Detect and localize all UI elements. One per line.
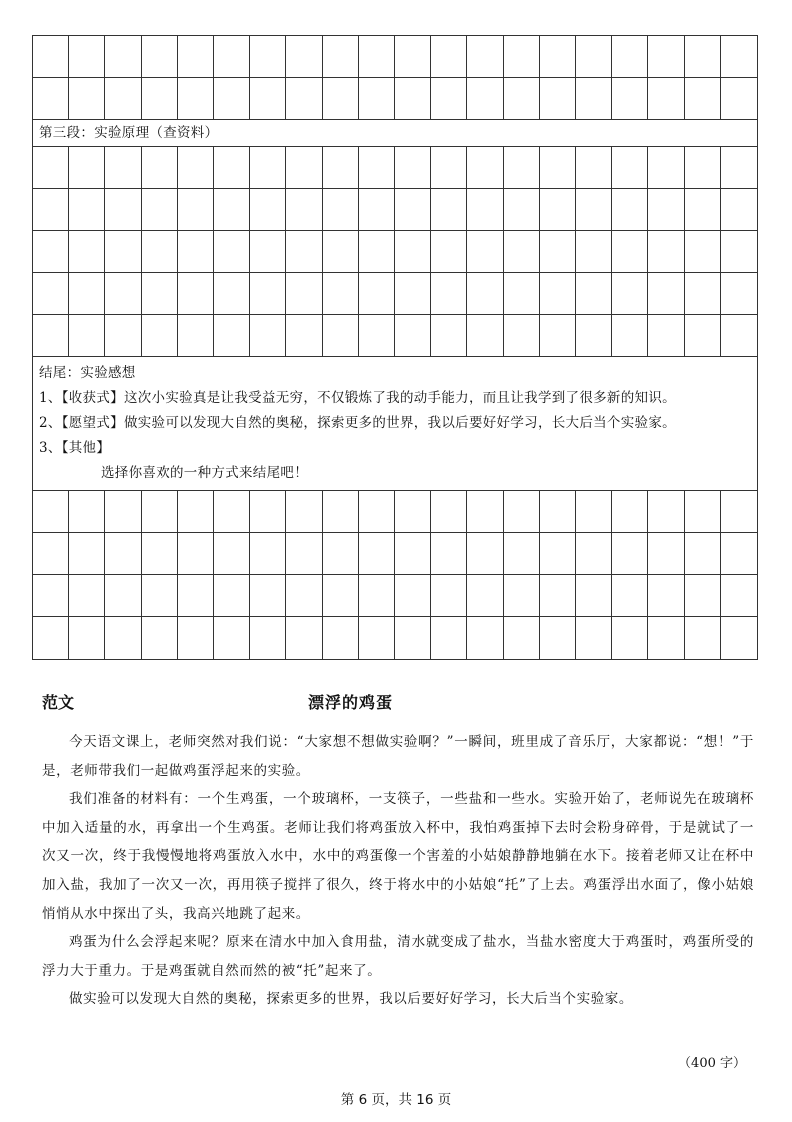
grid-cell: [648, 78, 684, 120]
grid-cell: [359, 78, 395, 120]
grid-cell: [178, 231, 214, 273]
grid-cell: [359, 36, 395, 78]
grid-cell: [286, 78, 322, 120]
grid-cell: [612, 617, 648, 659]
grid-cell: [540, 189, 576, 231]
grid-cell: [323, 315, 359, 357]
essay-title: 漂浮的鸡蛋: [308, 693, 394, 712]
grid-cell: [214, 147, 250, 189]
grid-cell: [504, 189, 540, 231]
grid-cell: [685, 78, 721, 120]
grid-cell: [395, 315, 431, 357]
grid-cell: [286, 575, 322, 617]
grid-cell: [721, 575, 757, 617]
grid-cell: [69, 575, 105, 617]
grid-cell: [214, 189, 250, 231]
grid-cell: [33, 273, 69, 315]
grid-cell: [214, 36, 250, 78]
grid-cell: [214, 491, 250, 533]
grid-cell: [105, 575, 141, 617]
grid-cell: [576, 231, 612, 273]
grid-cell: [142, 575, 178, 617]
essay-paragraph-1: 今天语文课上，老师突然对我们说：“大家想不想做实验啊？”一瞬间，班里成了音乐厅，大家都说：“想！”于是，老师带我们一起做鸡蛋浮起来的实验。: [42, 734, 754, 779]
grid-cell: [467, 273, 503, 315]
grid-cell: [178, 147, 214, 189]
grid-cell: [214, 78, 250, 120]
grid-cell: [685, 36, 721, 78]
grid-cell: [286, 533, 322, 575]
grid-cell: [33, 231, 69, 273]
grid-cell: [467, 78, 503, 120]
grid-cell: [648, 189, 684, 231]
grid-cell: [323, 617, 359, 659]
grid-cell: [395, 575, 431, 617]
ending-option-harvest: 1、【收获式】这次小实验真是让我受益无穷，不仅锻炼了我的动手能力，而且让我学到了很多新的知识。: [39, 390, 676, 406]
grid-cell: [286, 315, 322, 357]
grid-cell: [105, 231, 141, 273]
grid-cell: [250, 36, 286, 78]
grid-cell: [33, 78, 69, 120]
grid-cell: [214, 273, 250, 315]
grid-cell: [612, 36, 648, 78]
model-essay: [42, 690, 754, 1014]
grid-cell: [648, 491, 684, 533]
grid-cell: [250, 575, 286, 617]
grid-cell: [214, 231, 250, 273]
grid-cell: [721, 315, 757, 357]
grid-cell: [504, 491, 540, 533]
section3-heading: [33, 120, 757, 147]
grid-cell: [612, 147, 648, 189]
grid-cell: [395, 617, 431, 659]
grid-cell: [721, 491, 757, 533]
grid-cell: [250, 189, 286, 231]
grid-cell: [467, 189, 503, 231]
grid-cell: [685, 189, 721, 231]
grid-cell: [648, 315, 684, 357]
grid-cell: [286, 617, 322, 659]
grid-cell: [395, 147, 431, 189]
grid-cell: [467, 147, 503, 189]
grid-cell: [467, 491, 503, 533]
grid-cell: [33, 617, 69, 659]
grid-cell: [250, 78, 286, 120]
grid-cell: [721, 78, 757, 120]
grid-cell: [576, 533, 612, 575]
essay-paragraph-2: 我们准备的材料有：一个生鸡蛋，一个玻璃杯，一支筷子，一些盐和一些水。实验开始了，老师说先在玻璃杯中加入适量的水，再拿出一个生鸡蛋。老师让我们将鸡蛋放入杯中，我怕鸡蛋掉下去时会粉身碎骨，于是就试了一次又一次，终于我慢慢地将鸡蛋放入水中，水中的鸡蛋像一个害羞的小姑娘静静地躺在水下。接着老师又让在杯中加入盐，我加了一次又一次，再用筷子搅拌了很久，终于将水中的小姑娘“托”了上去。鸡蛋浮出水面了，像小姑娘悄悄从水中探出了头，我高兴地跳了起来。: [42, 791, 754, 922]
grid-cell: [142, 273, 178, 315]
grid-cell: [648, 147, 684, 189]
grid-cell: [178, 273, 214, 315]
grid-cell: [359, 575, 395, 617]
grid-cell: [395, 491, 431, 533]
grid-cell: [286, 147, 322, 189]
grid-cell: [359, 147, 395, 189]
grid-cell: [504, 533, 540, 575]
grid-cell: [250, 617, 286, 659]
model-essay-label: 范文: [42, 693, 75, 712]
ending-option-wish: 2、【愿望式】做实验可以发现大自然的奥秘，探索更多的世界，我以后要好好学习，长大后当个实验家。: [39, 415, 676, 431]
grid-cell: [467, 36, 503, 78]
grid-cell: [286, 189, 322, 231]
grid-cell: [323, 78, 359, 120]
writing-grid-sheet: [32, 35, 758, 660]
grid-cell: [105, 189, 141, 231]
grid-cell: [540, 315, 576, 357]
grid-cell: [105, 315, 141, 357]
grid-cell: [69, 533, 105, 575]
grid-cell: [540, 533, 576, 575]
grid-cell: [431, 273, 467, 315]
grid-cell: [359, 533, 395, 575]
grid-cell: [431, 315, 467, 357]
writing-grid-top: [33, 36, 757, 120]
grid-cell: [69, 189, 105, 231]
grid-cell: [504, 575, 540, 617]
grid-cell: [576, 273, 612, 315]
grid-cell: [467, 315, 503, 357]
grid-cell: [540, 273, 576, 315]
grid-cell: [395, 36, 431, 78]
grid-cell: [648, 533, 684, 575]
grid-cell: [178, 78, 214, 120]
grid-cell: [685, 273, 721, 315]
grid-cell: [33, 315, 69, 357]
grid-cell: [721, 231, 757, 273]
grid-cell: [431, 617, 467, 659]
grid-cell: [105, 36, 141, 78]
grid-cell: [612, 533, 648, 575]
grid-cell: [504, 273, 540, 315]
grid-cell: [431, 189, 467, 231]
grid-cell: [105, 617, 141, 659]
grid-cell: [250, 273, 286, 315]
grid-cell: [178, 491, 214, 533]
ending-option-other: 3、【其他】: [39, 440, 111, 456]
grid-cell: [395, 273, 431, 315]
grid-cell: [286, 273, 322, 315]
grid-cell: [323, 273, 359, 315]
grid-cell: [648, 575, 684, 617]
grid-cell: [142, 189, 178, 231]
ending-hint: 选择你喜欢的一种方式来结尾吧！: [101, 465, 308, 481]
grid-cell: [105, 533, 141, 575]
grid-cell: [286, 491, 322, 533]
grid-cell: [685, 147, 721, 189]
grid-cell: [69, 491, 105, 533]
grid-cell: [359, 231, 395, 273]
grid-cell: [467, 617, 503, 659]
grid-cell: [576, 617, 612, 659]
grid-cell: [431, 36, 467, 78]
grid-cell: [178, 533, 214, 575]
grid-cell: [540, 78, 576, 120]
grid-cell: [504, 315, 540, 357]
writing-grid-middle: [33, 147, 757, 357]
grid-cell: [540, 231, 576, 273]
grid-cell: [395, 189, 431, 231]
grid-cell: [612, 189, 648, 231]
grid-cell: [359, 315, 395, 357]
grid-cell: [431, 491, 467, 533]
essay-body: [42, 728, 754, 1014]
grid-cell: [359, 617, 395, 659]
grid-cell: [504, 231, 540, 273]
section3-label: 第三段：实验原理（查资料）: [39, 125, 219, 141]
grid-cell: [576, 78, 612, 120]
grid-cell: [648, 273, 684, 315]
grid-cell: [214, 533, 250, 575]
essay-header: [42, 690, 754, 718]
writing-grid-bottom: [33, 491, 757, 659]
grid-cell: [685, 533, 721, 575]
grid-cell: [612, 491, 648, 533]
grid-cell: [323, 147, 359, 189]
grid-cell: [33, 533, 69, 575]
grid-cell: [648, 231, 684, 273]
grid-cell: [178, 189, 214, 231]
grid-cell: [540, 36, 576, 78]
grid-cell: [323, 533, 359, 575]
grid-cell: [540, 491, 576, 533]
grid-cell: [395, 78, 431, 120]
grid-cell: [33, 189, 69, 231]
grid-cell: [685, 315, 721, 357]
grid-cell: [105, 147, 141, 189]
grid-cell: [685, 575, 721, 617]
grid-cell: [69, 617, 105, 659]
grid-cell: [142, 147, 178, 189]
grid-cell: [612, 78, 648, 120]
grid-cell: [576, 491, 612, 533]
grid-cell: [504, 36, 540, 78]
grid-cell: [540, 575, 576, 617]
grid-cell: [612, 273, 648, 315]
grid-cell: [467, 533, 503, 575]
grid-cell: [721, 36, 757, 78]
grid-cell: [721, 533, 757, 575]
grid-cell: [214, 617, 250, 659]
grid-cell: [721, 617, 757, 659]
grid-cell: [69, 147, 105, 189]
grid-cell: [576, 189, 612, 231]
grid-cell: [250, 533, 286, 575]
grid-cell: [504, 78, 540, 120]
grid-cell: [286, 36, 322, 78]
grid-cell: [105, 273, 141, 315]
grid-cell: [250, 147, 286, 189]
grid-cell: [250, 491, 286, 533]
grid-cell: [214, 315, 250, 357]
grid-cell: [359, 189, 395, 231]
grid-cell: [105, 491, 141, 533]
ending-guidance: [33, 357, 757, 491]
grid-cell: [142, 533, 178, 575]
grid-cell: [721, 189, 757, 231]
grid-cell: [540, 617, 576, 659]
grid-cell: [576, 575, 612, 617]
essay-paragraph-4: 做实验可以发现大自然的奥秘，探索更多的世界，我以后要好好学习，长大后当个实验家。: [69, 991, 633, 1008]
grid-cell: [250, 231, 286, 273]
grid-cell: [142, 78, 178, 120]
grid-cell: [33, 575, 69, 617]
grid-cell: [648, 617, 684, 659]
grid-cell: [721, 273, 757, 315]
grid-cell: [721, 147, 757, 189]
grid-cell: [69, 315, 105, 357]
grid-cell: [359, 273, 395, 315]
grid-cell: [576, 315, 612, 357]
grid-cell: [431, 533, 467, 575]
grid-cell: [648, 36, 684, 78]
grid-cell: [504, 147, 540, 189]
grid-cell: [323, 575, 359, 617]
page-footer: 第 6 页，共 16 页: [340, 1092, 452, 1108]
word-count: （400 字）: [678, 1056, 746, 1071]
grid-cell: [685, 491, 721, 533]
grid-cell: [323, 36, 359, 78]
grid-cell: [504, 617, 540, 659]
grid-cell: [612, 231, 648, 273]
grid-cell: [250, 315, 286, 357]
grid-cell: [69, 78, 105, 120]
grid-cell: [359, 491, 395, 533]
grid-cell: [178, 315, 214, 357]
grid-cell: [214, 575, 250, 617]
ending-label: 结尾：实验感想: [39, 365, 136, 381]
grid-cell: [33, 36, 69, 78]
grid-cell: [142, 491, 178, 533]
grid-cell: [142, 617, 178, 659]
grid-cell: [323, 189, 359, 231]
grid-cell: [286, 231, 322, 273]
grid-cell: [685, 231, 721, 273]
grid-cell: [105, 78, 141, 120]
grid-cell: [69, 231, 105, 273]
essay-paragraph-3: 鸡蛋为什么会浮起来呢？原来在清水中加入食用盐，清水就变成了盐水，当盐水密度大于鸡蛋时，鸡蛋所受的浮力大于重力。于是鸡蛋就自然而然的被“托”起来了。: [42, 934, 754, 979]
grid-cell: [576, 36, 612, 78]
grid-cell: [323, 231, 359, 273]
grid-cell: [33, 147, 69, 189]
grid-cell: [323, 491, 359, 533]
grid-cell: [178, 36, 214, 78]
grid-cell: [178, 617, 214, 659]
grid-cell: [178, 575, 214, 617]
grid-cell: [33, 491, 69, 533]
grid-cell: [69, 36, 105, 78]
grid-cell: [431, 147, 467, 189]
grid-cell: [431, 231, 467, 273]
grid-cell: [685, 617, 721, 659]
grid-cell: [142, 315, 178, 357]
grid-cell: [395, 533, 431, 575]
grid-cell: [431, 575, 467, 617]
grid-cell: [576, 147, 612, 189]
grid-cell: [540, 147, 576, 189]
grid-cell: [612, 575, 648, 617]
grid-cell: [467, 575, 503, 617]
grid-cell: [69, 273, 105, 315]
grid-cell: [395, 231, 431, 273]
grid-cell: [612, 315, 648, 357]
grid-cell: [142, 231, 178, 273]
grid-cell: [467, 231, 503, 273]
grid-cell: [431, 78, 467, 120]
grid-cell: [142, 36, 178, 78]
